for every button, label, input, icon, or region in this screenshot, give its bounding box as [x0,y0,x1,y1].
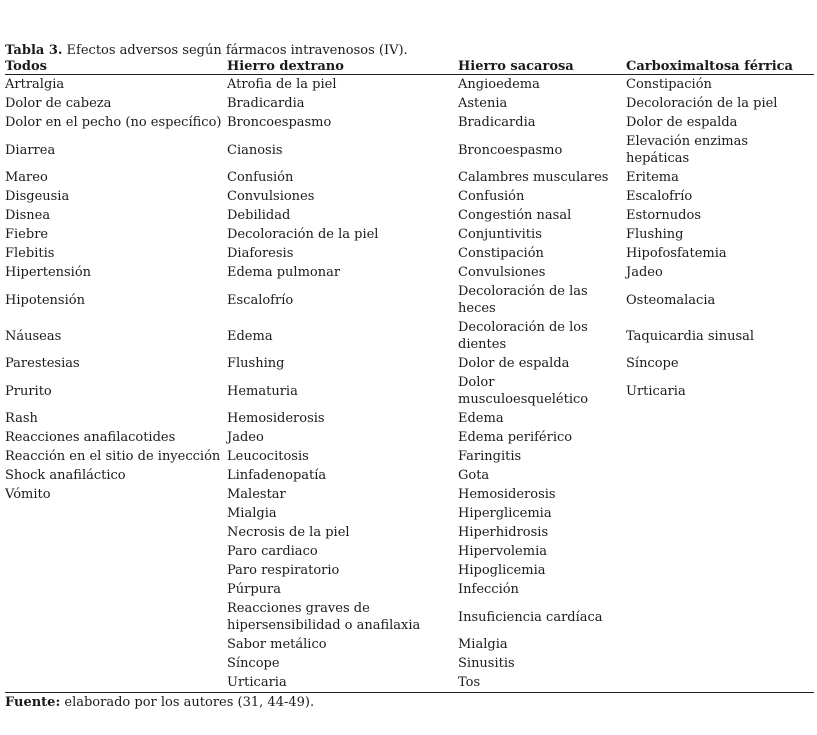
table-cell-hierro-dextrano: Urticaria [227,673,458,693]
table-row [5,673,814,693]
table-cell-carboximaltosa [626,409,814,428]
document [5,43,814,711]
table-cell-hierro-dextrano: Edema pulmonar [227,265,341,280]
table-row [5,523,814,542]
table-cell-hierro-dextrano: Atrofia de la piel [227,77,337,92]
table-source [5,694,814,711]
table-cell-hierro-sacarosa: Astenia [458,96,508,111]
table-cell-todos: Rash [5,411,38,426]
table-row [5,542,814,561]
table-cell-todos [5,654,227,673]
table-cell-hierro-dextrano: Diaforesis [227,246,294,261]
table-cell-hierro-sacarosa: Hiperglicemia [458,506,552,521]
table-cell-carboximaltosa: Hipofosfatemia [626,246,727,261]
table-cell-carboximaltosa [626,466,814,485]
table-cell-carboximaltosa [626,654,814,673]
table-cell-carboximaltosa [626,447,814,466]
table-row [5,373,814,409]
table-cell-hierro-dextrano: Confusión [227,170,294,185]
table-cell-hierro-sacarosa: Decoloración de las heces [458,284,588,316]
table-cell-hierro-dextrano: Broncoespasmo [227,115,332,130]
table-row [5,206,814,225]
table-cell-hierro-sacarosa: Angioedema [458,77,540,92]
table-row [5,466,814,485]
table-cell-carboximaltosa: Estornudos [626,208,701,223]
table-cell-hierro-dextrano: Necrosis de la piel [227,525,350,540]
table-cell-hierro-sacarosa: Confusión [458,189,525,204]
table-cell-todos: Vómito [5,487,51,502]
table-row [5,428,814,447]
table-cell-hierro-dextrano: Cianosis [227,142,283,158]
table-cell-hierro-dextrano: Linfadenopatía [227,468,327,483]
table-cell-hierro-sacarosa: Hipoglicemia [458,563,546,578]
table-cell-carboximaltosa [626,542,814,561]
table-cell-hierro-sacarosa: Mialgia [458,637,508,652]
table-cell-carboximaltosa: Osteomalacia [626,292,716,308]
table-cell-carboximaltosa [626,561,814,580]
column-header-carboximaltosa: Carboximaltosa férrica [626,58,814,75]
table-row [5,504,814,523]
table-cell-todos: Náuseas [5,328,62,344]
table-cell-hierro-dextrano: Escalofrío [227,292,294,308]
table-cell-hierro-sacarosa: Edema [458,411,504,426]
table-cell-carboximaltosa: Flushing [626,227,684,242]
table-cell-hierro-dextrano: Hematuria [227,383,298,399]
table-cell-hierro-sacarosa: Constipación [458,246,544,261]
table-cell-todos [5,580,227,599]
table-row [5,447,814,466]
column-header-todos: Todos [5,58,227,75]
table-cell-hierro-dextrano: Leucocitosis [227,449,309,464]
table-cell-hierro-sacarosa: Hiperhidrosis [458,525,549,540]
table-row [5,654,814,673]
table-cell-carboximaltosa [626,580,814,599]
table-cell-todos: Prurito [5,383,52,399]
table-row [5,354,814,373]
table-cell-todos: Shock anafiláctico [5,468,126,483]
table-cell-hierro-sacarosa: Edema periférico [458,430,573,445]
table-cell-hierro-sacarosa: Hipervolemia [458,544,547,559]
table-cell-hierro-sacarosa: Tos [458,673,626,693]
table-cell-hierro-sacarosa: Convulsiones [458,265,546,280]
table-cell-carboximaltosa: Eritema [626,170,679,185]
table-body [5,75,814,693]
table-source-text: elaborado por los autores (31, 44-49). [60,695,315,710]
table-cell-hierro-dextrano: Bradicardia [227,96,305,111]
table-row [5,409,814,428]
table-cell-todos: Reacción en el sitio de inyección [5,449,221,464]
table-cell-todos [5,599,227,635]
table-cell-todos [5,542,227,561]
table-row [5,75,814,95]
table-cell-hierro-dextrano: Púrpura [227,582,281,597]
table-cell-todos [5,561,227,580]
table-cell-hierro-dextrano: Reacciones graves de hipersensibilidad o anafilaxia [227,601,421,633]
table-cell-todos: Reacciones anafilacotides [5,430,176,445]
table-cell-carboximaltosa: Constipación [626,77,712,92]
table-cell-hierro-dextrano: Convulsiones [227,189,315,204]
table-cell-todos: Artralgia [5,77,65,92]
table-row [5,599,814,635]
table-header-row [5,58,814,75]
table-cell-carboximaltosa: Jadeo [626,265,663,280]
table-cell-carboximaltosa [626,635,814,654]
table-cell-hierro-sacarosa: Faringitis [458,449,522,464]
table-cell-carboximaltosa [626,485,814,504]
table-cell-carboximaltosa [626,673,814,693]
table-source-label: Fuente: [5,695,61,710]
table-cell-hierro-sacarosa: Sinusitis [458,656,515,671]
table-row [5,187,814,206]
table-row [5,561,814,580]
table-row [5,318,814,354]
table-caption-label: Tabla 3. [5,43,63,58]
table-row [5,132,814,168]
table-cell-todos: Diarrea [5,142,56,158]
table-cell-todos: Flebitis [5,246,55,261]
table-cell-hierro-dextrano: Decoloración de la piel [227,227,379,242]
table-cell-hierro-dextrano: Hemosiderosis [227,411,325,426]
table-cell-hierro-dextrano: Paro cardiaco [227,544,318,559]
table-cell-todos [5,635,227,654]
table-cell-todos [5,673,227,693]
table-row [5,168,814,187]
table-cell-hierro-sacarosa: Gota [458,468,490,483]
table-cell-hierro-dextrano: Jadeo [227,430,264,445]
table-cell-hierro-dextrano: Flushing [227,356,285,371]
column-header-hierro-sacarosa: Hierro sacarosa [458,58,626,75]
table-cell-hierro-dextrano: Debilidad [227,208,291,223]
table-row [5,263,814,282]
table-cell-hierro-sacarosa: Insuficiencia cardíaca [458,609,603,625]
table-cell-carboximaltosa: Taquicardia sinusal [626,328,755,344]
table-cell-carboximaltosa [626,599,814,635]
table-row [5,580,814,599]
table-cell-hierro-sacarosa: Infección [458,582,519,597]
table-cell-todos [5,504,227,523]
table-cell-todos: Parestesias [5,356,80,371]
table-cell-hierro-sacarosa: Conjuntivitis [458,227,542,242]
table-cell-hierro-sacarosa: Congestión nasal [458,208,572,223]
table-caption-text: Efectos adversos según fármacos intravenosos (IV). [62,43,408,58]
table-row [5,282,814,318]
table-cell-hierro-dextrano: Sabor metálico [227,637,327,652]
table-cell-hierro-dextrano: Mialgia [227,506,277,521]
table-cell-todos: Disgeusia [5,189,70,204]
table-cell-todos: Hipotensión [5,292,85,308]
table-cell-todos [5,523,227,542]
table-cell-carboximaltosa [626,428,814,447]
table-cell-hierro-sacarosa: Dolor de espalda [458,356,570,371]
adverse-effects-table [5,58,814,693]
table-cell-todos: Fiebre [5,227,49,242]
table-cell-hierro-sacarosa: Hemosiderosis [458,487,556,502]
table-cell-carboximaltosa: Escalofrío [626,189,693,204]
table-cell-hierro-sacarosa: Dolor musculoesquelético [458,375,589,407]
table-row [5,244,814,263]
table-cell-todos: Dolor en el pecho (no específico) [5,115,222,130]
table-cell-hierro-sacarosa: Bradicardia [458,115,536,130]
column-header-hierro-dextrano: Hierro dextrano [227,58,458,75]
table-cell-carboximaltosa: Dolor de espalda [626,115,738,130]
table-row [5,635,814,654]
table-cell-hierro-dextrano: Malestar [227,487,286,502]
table-cell-hierro-sacarosa: Broncoespasmo [458,142,563,158]
table-row [5,113,814,132]
table-cell-todos: Mareo [5,170,48,185]
table-cell-carboximaltosa [626,523,814,542]
table-row [5,485,814,504]
table-cell-carboximaltosa: Decoloración de la piel [626,96,778,111]
table-cell-carboximaltosa: Urticaria [626,383,686,399]
table-cell-hierro-sacarosa: Decoloración de los dientes [458,320,588,352]
table-cell-hierro-dextrano: Síncope [227,656,280,671]
table-cell-todos: Hipertensión [5,265,92,280]
table-cell-carboximaltosa: Elevación enzimas hepáticas [626,134,749,166]
table-caption [5,43,814,58]
table-cell-hierro-dextrano: Paro respiratorio [227,563,340,578]
table-cell-hierro-sacarosa: Calambres musculares [458,170,609,185]
table-cell-carboximaltosa: Síncope [626,356,679,371]
table-row [5,94,814,113]
table-row [5,225,814,244]
table-cell-carboximaltosa [626,504,814,523]
table-cell-hierro-dextrano: Edema [227,328,273,344]
table-cell-todos: Disnea [5,208,51,223]
table-cell-todos: Dolor de cabeza [5,96,112,111]
